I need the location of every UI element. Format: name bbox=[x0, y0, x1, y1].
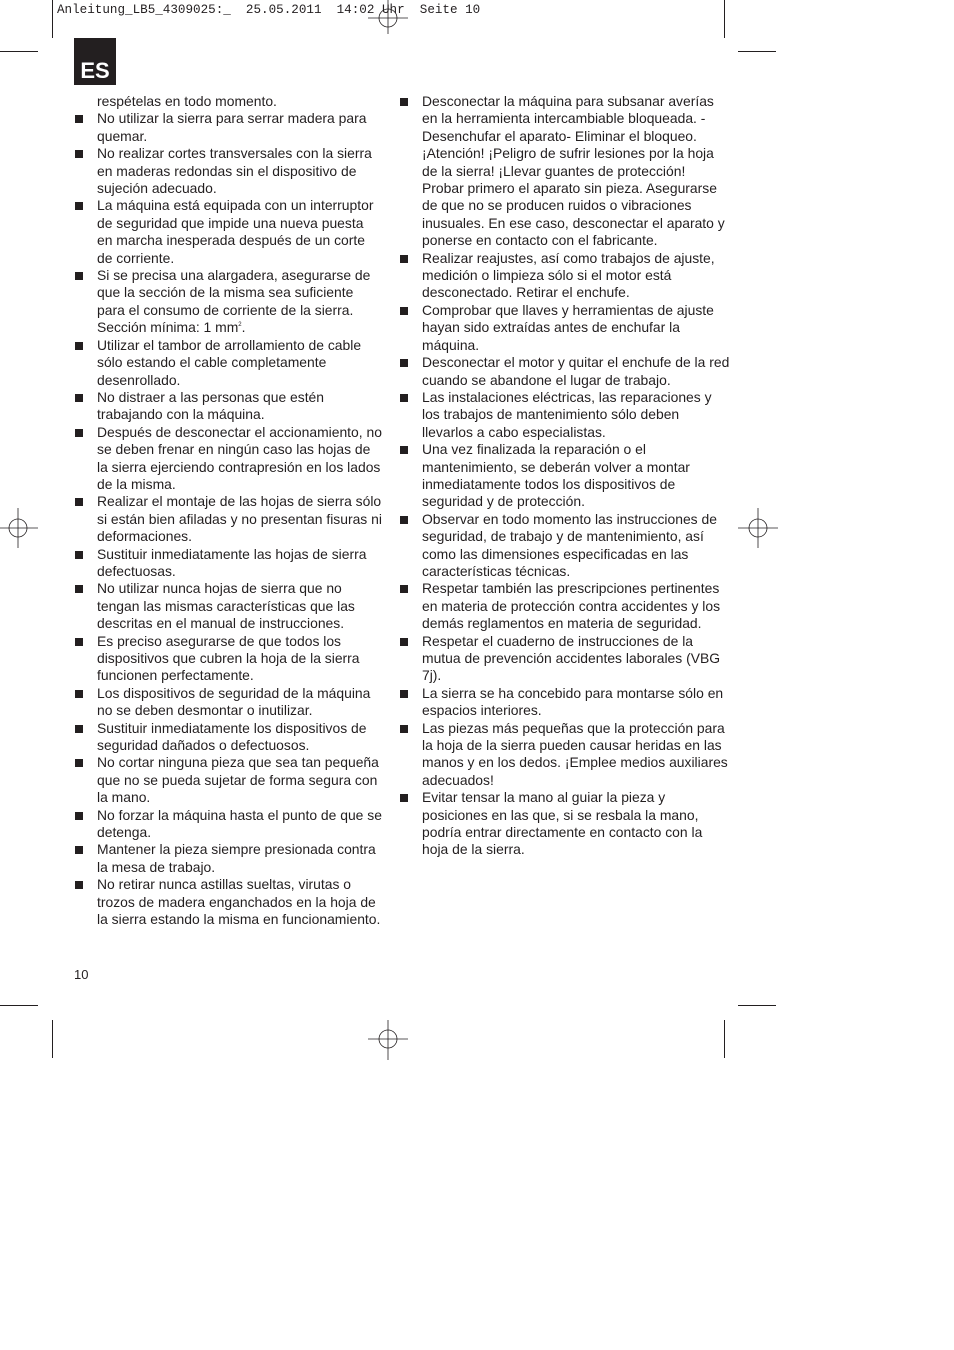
crop-mark bbox=[724, 1020, 725, 1058]
crop-mark bbox=[738, 51, 776, 52]
bullet-square-icon bbox=[400, 725, 408, 733]
bullet-square-icon bbox=[75, 498, 83, 506]
list-item: Respetar también las prescripciones pertinentes en materia de protección contra accidentes y los demás reglamentos en materia de seguridad. bbox=[399, 580, 730, 632]
list-item: Evitar tensar la mano al guiar la pieza y posiciones en las que, si se resbala la mano, podría entrar directamente en contacto con la hoja de la sierra. bbox=[399, 789, 730, 859]
continuation-text: respételas en todo momento. bbox=[97, 93, 277, 109]
registration-mark-icon bbox=[368, 0, 408, 40]
list-item: Las instalaciones eléctricas, las reparaciones y los trabajos de mantenimiento sólo deben llevarlos a cabo especialistas. bbox=[399, 389, 730, 441]
list-item: No utilizar nunca hojas de sierra que no tengan las mismas características que las descritas en el manual de instrucciones. bbox=[74, 580, 382, 632]
superscript: 2 bbox=[238, 322, 242, 329]
list-item: Después de desconectar el accionamiento, no se deben frenar en ningún caso las hojas de la sierra ejerciendo contrapresión en los lados de la misma. bbox=[74, 424, 382, 494]
list-item: Observar en todo momento las instrucciones de seguridad, de trabajo y de mantenimiento, así como las dimensiones especificadas en las características técnicas. bbox=[399, 511, 730, 581]
page-number: 10 bbox=[74, 967, 89, 982]
bullet-square-icon bbox=[75, 638, 83, 646]
list-item: No realizar cortes transversales con la sierra en maderas redondas sin el dispositivo de sujeción adecuado. bbox=[74, 145, 382, 197]
bullet-square-icon bbox=[75, 881, 83, 889]
crop-mark bbox=[0, 51, 38, 52]
bullet-square-icon bbox=[75, 846, 83, 854]
list-item: No retirar nunca astillas sueltas, virutas o trozos de madera enganchados en la hoja de la sierra estando la misma en funcionamiento. bbox=[74, 876, 382, 928]
print-slug: Anleitung_LB5_4309025:_ 25.05.2011 14:02 Uhr Seite 10 bbox=[57, 3, 481, 17]
bullet-square-icon bbox=[400, 359, 408, 367]
bullet-square-icon bbox=[400, 394, 408, 402]
list-item: No distraer a las personas que estén trabajando con la máquina. bbox=[74, 389, 382, 424]
list-item: Desconectar la máquina para subsanar averías en la herramienta intercambiable bloqueada. -Desenchufar el aparato- Eliminar el bloqueo. ¡Atención! ¡Peligro de sufrir lesiones por la hoja de la sierra! ¡Llevar guantes de protección! Probar primero el aparato sin pieza. Asegurarse de que no se producen ruidos o vibraciones inusuales. En ese caso, desconectar el aparato y ponerse en contacto con el fabricante. bbox=[399, 93, 730, 250]
bullet-square-icon bbox=[75, 394, 83, 402]
bullet-square-icon bbox=[400, 255, 408, 263]
crop-mark bbox=[738, 1005, 776, 1006]
bullet-square-icon bbox=[75, 115, 83, 123]
bullet-square-icon bbox=[400, 307, 408, 315]
bullet-square-icon bbox=[75, 585, 83, 593]
bullet-square-icon bbox=[400, 446, 408, 454]
list-item: No cortar ninguna pieza que sea tan pequeña que no se pueda sujetar de forma segura con la mano. bbox=[74, 754, 382, 806]
left-column bbox=[74, 93, 382, 929]
right-column bbox=[399, 93, 730, 859]
bullet-square-icon bbox=[75, 551, 83, 559]
bullet-square-icon bbox=[75, 725, 83, 733]
bullet-square-icon bbox=[400, 690, 408, 698]
list-item: Comprobar que llaves y herramientas de ajuste hayan sido extraídas antes de enchufar la máquina. bbox=[399, 302, 730, 354]
bullet-square-icon bbox=[400, 585, 408, 593]
registration-mark-icon bbox=[0, 508, 40, 548]
list-item: No forzar la máquina hasta el punto de que se detenga. bbox=[74, 807, 382, 842]
list-item: Es preciso asegurarse de que todos los dispositivos que cubren la hoja de la sierra funcionen perfectamente. bbox=[74, 633, 382, 685]
list-item: Los dispositivos de seguridad de la máquina no se deben desmontar o inutilizar. bbox=[74, 685, 382, 720]
list-item: No utilizar la sierra para serrar madera para quemar. bbox=[74, 110, 382, 145]
list-item: Las piezas más pequeñas que la protección para la hoja de la sierra pueden causar heridas en las manos y en los dedos. ¡Emplee medios auxiliares adecuados! bbox=[399, 720, 730, 790]
bullet-square-icon bbox=[75, 812, 83, 820]
bullet-square-icon bbox=[75, 690, 83, 698]
bullet-square-icon bbox=[75, 759, 83, 767]
crop-mark bbox=[724, 0, 725, 38]
list-item: Sustituir inmediatamente los dispositivos de seguridad dañados o defectuosos. bbox=[74, 720, 382, 755]
crop-mark bbox=[0, 1005, 38, 1006]
list-item: Respetar el cuaderno de instrucciones de la mutua de prevención accidentes laborales (VBG 7j). bbox=[399, 633, 730, 685]
bullet-square-icon bbox=[75, 272, 83, 280]
registration-mark-icon bbox=[738, 508, 778, 548]
list-item: Una vez finalizada la reparación o el mantenimiento, se deberán volver a montar inmediatamente todos los dispositivos de seguridad y de protección. bbox=[399, 441, 730, 511]
crop-mark bbox=[52, 1020, 53, 1058]
list-item: La máquina está equipada con un interruptor de seguridad que impide una nueva puesta en marcha inesperada después de un corte de corriente. bbox=[74, 197, 382, 267]
registration-mark-icon bbox=[368, 1020, 408, 1060]
list-item: Si se precisa una alargadera, asegurarse de que la sección de la misma sea suficiente para el consumo de corriente de la sierra. Sección mínima: 1 $mm^2$. bbox=[74, 267, 382, 337]
bullet-square-icon bbox=[400, 98, 408, 106]
list-item: Desconectar el motor y quitar el enchufe de la red cuando se abandone el lugar de trabajo. bbox=[399, 354, 730, 389]
crop-mark bbox=[52, 0, 53, 38]
language-badge: ES bbox=[74, 38, 116, 85]
bullet-square-icon bbox=[75, 342, 83, 350]
list-item: Realizar el montaje de las hojas de sierra sólo si están bien afiladas y no presentan fisuras ni deformaciones. bbox=[74, 493, 382, 545]
bullet-square-icon bbox=[400, 794, 408, 802]
list-item: Sustituir inmediatamente las hojas de sierra defectuosas. bbox=[74, 546, 382, 581]
bullet-square-icon bbox=[400, 516, 408, 524]
list-item: La sierra se ha concebido para montarse sólo en espacios interiores. bbox=[399, 685, 730, 720]
list-item: Mantener la pieza siempre presionada contra la mesa de trabajo. bbox=[74, 841, 382, 876]
list-item: Utilizar el tambor de arrollamiento de cable sólo estando el cable completamente desenrollado. bbox=[74, 337, 382, 389]
bullet-square-icon bbox=[75, 429, 83, 437]
bullet-square-icon bbox=[75, 150, 83, 158]
bullet-square-icon bbox=[75, 202, 83, 210]
list-item: Realizar reajustes, así como trabajos de ajuste, medición o limpieza sólo si el motor está desconectado. Retirar el enchufe. bbox=[399, 250, 730, 302]
bullet-square-icon bbox=[400, 638, 408, 646]
